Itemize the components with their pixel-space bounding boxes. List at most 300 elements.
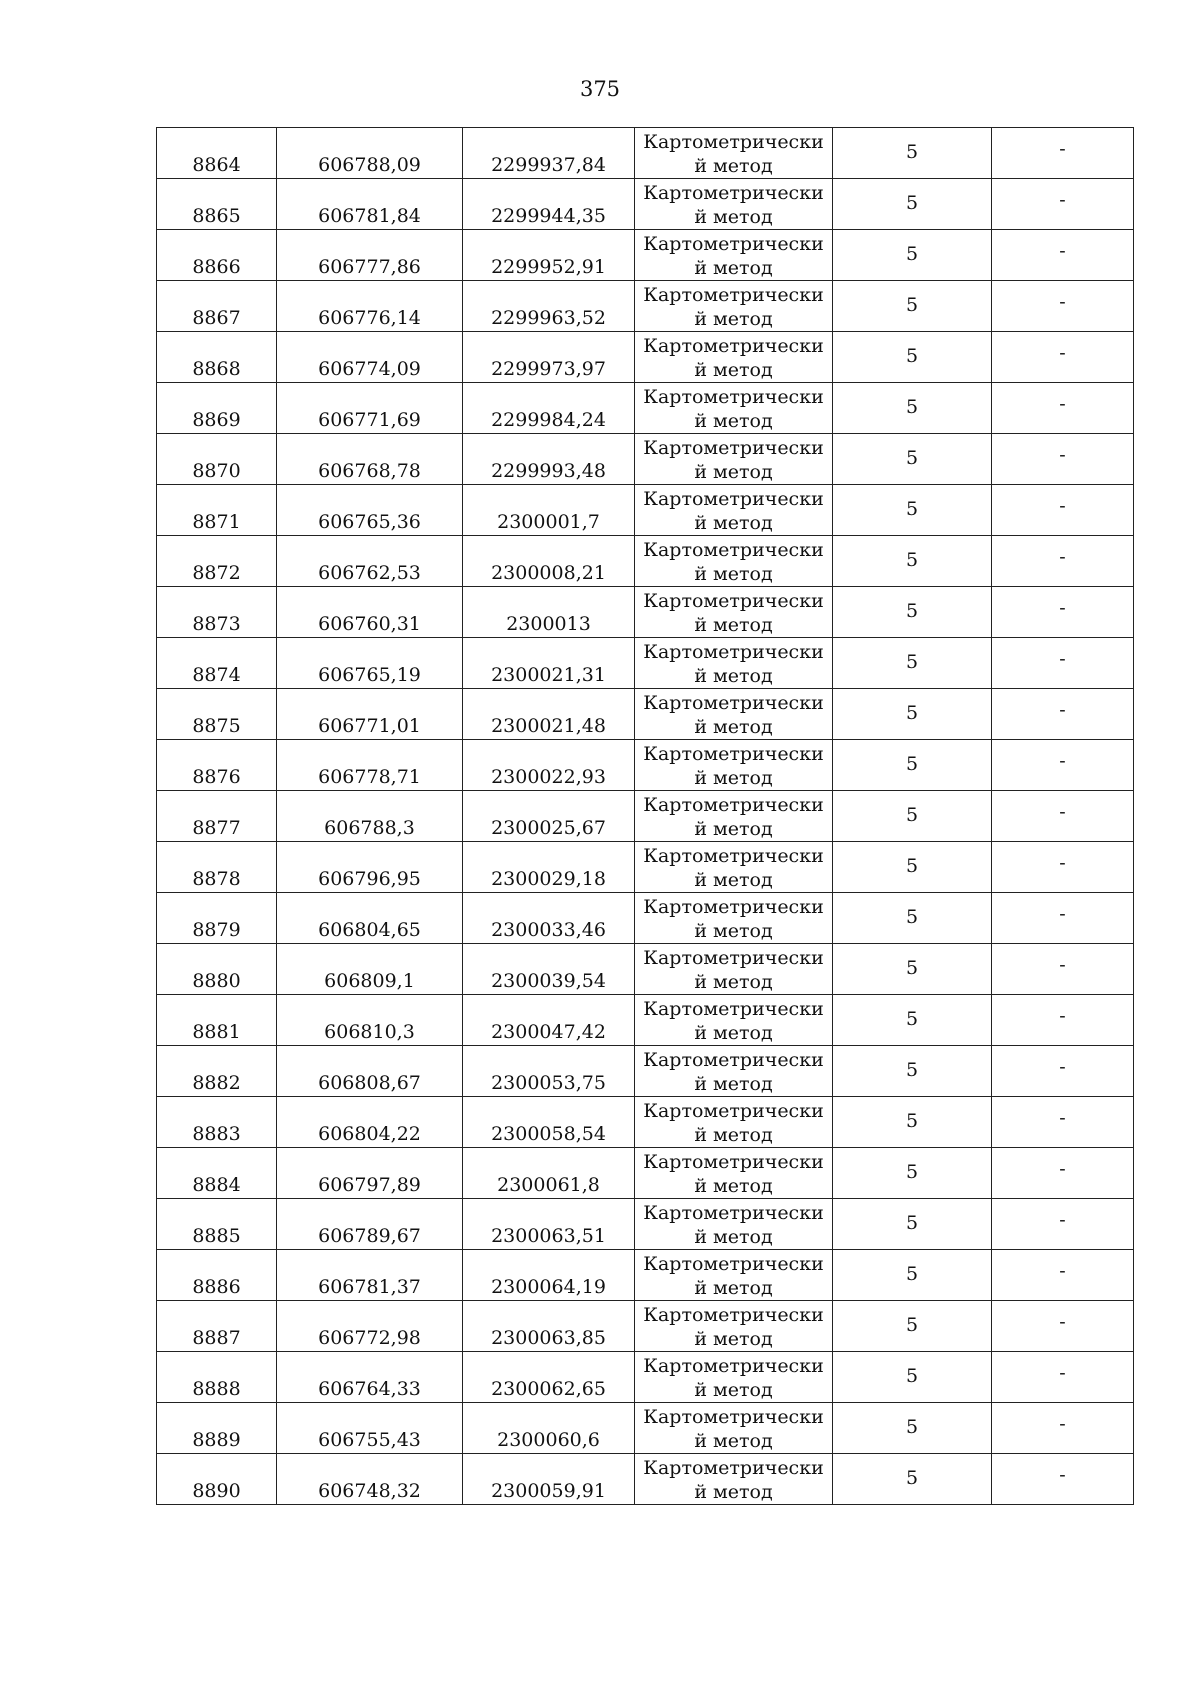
method-line-1: Картометрически bbox=[643, 794, 824, 816]
note-value: - bbox=[1059, 1464, 1066, 1486]
x-coordinate-cell bbox=[277, 1199, 463, 1250]
point-number: 8870 bbox=[192, 460, 241, 482]
method-cell bbox=[635, 485, 833, 536]
y-coordinate-cell bbox=[463, 638, 635, 689]
note-value: - bbox=[1059, 699, 1066, 721]
y-coordinate: 2299952,91 bbox=[491, 256, 606, 278]
method-cell bbox=[635, 791, 833, 842]
point-number: 8880 bbox=[192, 970, 241, 992]
y-coordinate-cell bbox=[463, 791, 635, 842]
accuracy-value: 5 bbox=[905, 345, 919, 367]
page-number: 375 bbox=[579, 77, 621, 101]
note-value: - bbox=[1059, 1311, 1066, 1333]
point-number-cell bbox=[157, 434, 277, 485]
y-coordinate-cell bbox=[463, 1199, 635, 1250]
x-coordinate-cell bbox=[277, 893, 463, 944]
y-coordinate-cell bbox=[463, 128, 635, 179]
point-number: 8881 bbox=[192, 1021, 241, 1043]
method-line-1: Картометрически bbox=[643, 437, 824, 459]
y-coordinate: 2300053,75 bbox=[491, 1072, 606, 1094]
method-text bbox=[635, 742, 832, 790]
method-cell bbox=[635, 128, 833, 179]
method-cell bbox=[635, 1352, 833, 1403]
accuracy-value: 5 bbox=[905, 1314, 919, 1336]
y-coordinate-cell bbox=[463, 485, 635, 536]
accuracy-cell bbox=[833, 689, 992, 740]
note-cell bbox=[992, 740, 1134, 791]
y-coordinate-cell bbox=[463, 689, 635, 740]
method-line-2: й метод bbox=[694, 920, 773, 942]
x-coordinate-cell bbox=[277, 1352, 463, 1403]
y-coordinate-cell bbox=[463, 536, 635, 587]
table-row bbox=[157, 1250, 1134, 1301]
accuracy-value: 5 bbox=[905, 906, 919, 928]
table-row bbox=[157, 893, 1134, 944]
method-line-2: й метод bbox=[694, 257, 773, 279]
point-number-cell bbox=[157, 893, 277, 944]
point-number: 8890 bbox=[192, 1480, 241, 1502]
method-text bbox=[635, 640, 832, 688]
x-coordinate-cell bbox=[277, 944, 463, 995]
accuracy-value: 5 bbox=[905, 600, 919, 622]
accuracy-cell bbox=[833, 1301, 992, 1352]
method-cell bbox=[635, 689, 833, 740]
method-line-1: Картометрически bbox=[643, 1406, 824, 1428]
point-number: 8875 bbox=[192, 715, 241, 737]
note-cell bbox=[992, 1250, 1134, 1301]
point-number-cell bbox=[157, 1148, 277, 1199]
note-cell bbox=[992, 995, 1134, 1046]
method-line-1: Картометрически bbox=[643, 1049, 824, 1071]
table-row bbox=[157, 434, 1134, 485]
y-coordinate: 2299984,24 bbox=[491, 409, 606, 431]
method-line-1: Картометрически bbox=[643, 488, 824, 510]
note-cell bbox=[992, 791, 1134, 842]
table-row bbox=[157, 1199, 1134, 1250]
accuracy-value: 5 bbox=[905, 1263, 919, 1285]
point-number-cell bbox=[157, 485, 277, 536]
point-number-cell bbox=[157, 1250, 277, 1301]
method-line-1: Картометрически bbox=[643, 1151, 824, 1173]
point-number: 8877 bbox=[192, 817, 241, 839]
note-cell bbox=[992, 332, 1134, 383]
y-coordinate-cell bbox=[463, 740, 635, 791]
y-coordinate-cell bbox=[463, 383, 635, 434]
table-row bbox=[157, 230, 1134, 281]
note-cell bbox=[992, 1046, 1134, 1097]
x-coordinate: 606788,3 bbox=[324, 817, 415, 839]
method-line-1: Картометрически bbox=[643, 233, 824, 255]
table-row bbox=[157, 1352, 1134, 1403]
y-coordinate-cell bbox=[463, 1250, 635, 1301]
table-row bbox=[157, 1046, 1134, 1097]
point-number-cell bbox=[157, 995, 277, 1046]
x-coordinate: 606804,22 bbox=[318, 1123, 421, 1145]
method-cell bbox=[635, 587, 833, 638]
point-number: 8888 bbox=[192, 1378, 241, 1400]
method-line-1: Картометрически bbox=[643, 692, 824, 714]
method-line-1: Картометрически bbox=[643, 1202, 824, 1224]
method-line-1: Картометрически bbox=[643, 182, 824, 204]
table-row bbox=[157, 842, 1134, 893]
note-value: - bbox=[1059, 903, 1066, 925]
accuracy-cell bbox=[833, 536, 992, 587]
point-number: 8882 bbox=[192, 1072, 241, 1094]
x-coordinate: 606789,67 bbox=[318, 1225, 421, 1247]
x-coordinate-cell bbox=[277, 1097, 463, 1148]
x-coordinate: 606796,95 bbox=[318, 868, 421, 890]
accuracy-cell bbox=[833, 638, 992, 689]
table-row bbox=[157, 281, 1134, 332]
note-cell bbox=[992, 485, 1134, 536]
note-value: - bbox=[1059, 954, 1066, 976]
note-cell bbox=[992, 1199, 1134, 1250]
accuracy-cell bbox=[833, 281, 992, 332]
method-cell bbox=[635, 179, 833, 230]
y-coordinate-cell bbox=[463, 1148, 635, 1199]
method-cell bbox=[635, 995, 833, 1046]
method-line-2: й метод bbox=[694, 1379, 773, 1401]
point-number-cell bbox=[157, 230, 277, 281]
accuracy-value: 5 bbox=[905, 702, 919, 724]
table-row bbox=[157, 383, 1134, 434]
method-text bbox=[635, 130, 832, 178]
point-number: 8884 bbox=[192, 1174, 241, 1196]
accuracy-cell bbox=[833, 995, 992, 1046]
y-coordinate-cell bbox=[463, 944, 635, 995]
note-cell bbox=[992, 1301, 1134, 1352]
note-cell bbox=[992, 383, 1134, 434]
point-number: 8874 bbox=[192, 664, 241, 686]
accuracy-cell bbox=[833, 128, 992, 179]
accuracy-cell bbox=[833, 230, 992, 281]
x-coordinate: 606781,37 bbox=[318, 1276, 421, 1298]
x-coordinate-cell bbox=[277, 1148, 463, 1199]
method-cell bbox=[635, 1301, 833, 1352]
method-line-2: й метод bbox=[694, 767, 773, 789]
point-number: 8887 bbox=[192, 1327, 241, 1349]
accuracy-cell bbox=[833, 1352, 992, 1403]
method-text bbox=[635, 538, 832, 586]
x-coordinate: 606776,14 bbox=[318, 307, 421, 329]
method-cell bbox=[635, 944, 833, 995]
accuracy-cell bbox=[833, 1097, 992, 1148]
method-text bbox=[635, 1201, 832, 1249]
accuracy-cell bbox=[833, 842, 992, 893]
y-coordinate-cell bbox=[463, 1097, 635, 1148]
x-coordinate-cell bbox=[277, 434, 463, 485]
x-coordinate: 606771,69 bbox=[318, 409, 421, 431]
accuracy-cell bbox=[833, 1148, 992, 1199]
method-line-2: й метод bbox=[694, 359, 773, 381]
y-coordinate: 2300029,18 bbox=[491, 868, 606, 890]
method-line-2: й метод bbox=[694, 1073, 773, 1095]
note-value: - bbox=[1059, 1005, 1066, 1027]
note-value: - bbox=[1059, 546, 1066, 568]
point-number-cell bbox=[157, 689, 277, 740]
method-line-2: й метод bbox=[694, 155, 773, 177]
method-text bbox=[635, 589, 832, 637]
accuracy-cell bbox=[833, 485, 992, 536]
note-value: - bbox=[1059, 138, 1066, 160]
point-number-cell bbox=[157, 1046, 277, 1097]
table-row bbox=[157, 587, 1134, 638]
accuracy-cell bbox=[833, 791, 992, 842]
accuracy-cell bbox=[833, 383, 992, 434]
method-cell bbox=[635, 332, 833, 383]
x-coordinate-cell bbox=[277, 842, 463, 893]
point-number: 8883 bbox=[192, 1123, 241, 1145]
method-line-1: Картометрически bbox=[643, 896, 824, 918]
method-text bbox=[635, 385, 832, 433]
accuracy-cell bbox=[833, 1199, 992, 1250]
method-cell bbox=[635, 1097, 833, 1148]
method-line-2: й метод bbox=[694, 716, 773, 738]
method-line-1: Картометрически bbox=[643, 386, 824, 408]
note-value: - bbox=[1059, 1056, 1066, 1078]
method-cell bbox=[635, 1250, 833, 1301]
method-text bbox=[635, 1354, 832, 1402]
x-coordinate: 606778,71 bbox=[318, 766, 421, 788]
accuracy-cell bbox=[833, 332, 992, 383]
table-row bbox=[157, 740, 1134, 791]
accuracy-value: 5 bbox=[905, 549, 919, 571]
point-number: 8867 bbox=[192, 307, 241, 329]
method-text bbox=[635, 334, 832, 382]
y-coordinate: 2299993,48 bbox=[491, 460, 606, 482]
accuracy-value: 5 bbox=[905, 294, 919, 316]
method-line-1: Картометрически bbox=[643, 335, 824, 357]
point-number: 8871 bbox=[192, 511, 241, 533]
note-cell bbox=[992, 944, 1134, 995]
note-value: - bbox=[1059, 801, 1066, 823]
accuracy-value: 5 bbox=[905, 1416, 919, 1438]
y-coordinate-cell bbox=[463, 1046, 635, 1097]
method-cell bbox=[635, 842, 833, 893]
note-value: - bbox=[1059, 444, 1066, 466]
method-line-2: й метод bbox=[694, 665, 773, 687]
point-number-cell bbox=[157, 1199, 277, 1250]
y-coordinate: 2299973,97 bbox=[491, 358, 606, 380]
y-coordinate-cell bbox=[463, 995, 635, 1046]
note-value: - bbox=[1059, 342, 1066, 364]
x-coordinate-cell bbox=[277, 536, 463, 587]
x-coordinate-cell bbox=[277, 128, 463, 179]
note-value: - bbox=[1059, 291, 1066, 313]
table-row bbox=[157, 689, 1134, 740]
method-cell bbox=[635, 1148, 833, 1199]
accuracy-cell bbox=[833, 1046, 992, 1097]
method-line-1: Картометрически bbox=[643, 743, 824, 765]
accuracy-value: 5 bbox=[905, 1161, 919, 1183]
y-coordinate-cell bbox=[463, 434, 635, 485]
method-text bbox=[635, 232, 832, 280]
point-number-cell bbox=[157, 536, 277, 587]
accuracy-cell bbox=[833, 1454, 992, 1505]
note-cell bbox=[992, 638, 1134, 689]
point-number-cell bbox=[157, 1301, 277, 1352]
method-cell bbox=[635, 1403, 833, 1454]
method-line-1: Картометрически bbox=[643, 641, 824, 663]
accuracy-value: 5 bbox=[905, 804, 919, 826]
method-line-2: й метод bbox=[694, 410, 773, 432]
method-line-1: Картометрически bbox=[643, 998, 824, 1020]
method-text bbox=[635, 793, 832, 841]
accuracy-cell bbox=[833, 893, 992, 944]
method-line-2: й метод bbox=[694, 971, 773, 993]
method-text bbox=[635, 1150, 832, 1198]
point-number-cell bbox=[157, 128, 277, 179]
method-cell bbox=[635, 1454, 833, 1505]
note-value: - bbox=[1059, 240, 1066, 262]
x-coordinate-cell bbox=[277, 1301, 463, 1352]
method-text bbox=[635, 997, 832, 1045]
method-line-1: Картометрически bbox=[643, 1304, 824, 1326]
x-coordinate-cell bbox=[277, 587, 463, 638]
x-coordinate-cell bbox=[277, 332, 463, 383]
note-cell bbox=[992, 281, 1134, 332]
coordinates-table bbox=[156, 127, 1134, 1505]
accuracy-value: 5 bbox=[905, 192, 919, 214]
x-coordinate-cell bbox=[277, 740, 463, 791]
method-line-2: й метод bbox=[694, 818, 773, 840]
note-cell bbox=[992, 230, 1134, 281]
accuracy-cell bbox=[833, 1250, 992, 1301]
point-number: 8885 bbox=[192, 1225, 241, 1247]
point-number: 8865 bbox=[192, 205, 241, 227]
note-cell bbox=[992, 1148, 1134, 1199]
method-text bbox=[635, 1252, 832, 1300]
method-line-2: й метод bbox=[694, 1328, 773, 1350]
point-number-cell bbox=[157, 638, 277, 689]
point-number-cell bbox=[157, 740, 277, 791]
note-cell bbox=[992, 1097, 1134, 1148]
y-coordinate: 2300013 bbox=[506, 613, 591, 635]
method-line-1: Картометрически bbox=[643, 1100, 824, 1122]
table-row bbox=[157, 1454, 1134, 1505]
x-coordinate: 606748,32 bbox=[318, 1480, 421, 1502]
method-line-2: й метод bbox=[694, 563, 773, 585]
y-coordinate-cell bbox=[463, 1352, 635, 1403]
note-value: - bbox=[1059, 1362, 1066, 1384]
method-text bbox=[635, 283, 832, 331]
y-coordinate: 2300001,7 bbox=[497, 511, 600, 533]
x-coordinate-cell bbox=[277, 281, 463, 332]
method-cell bbox=[635, 1046, 833, 1097]
point-number: 8872 bbox=[192, 562, 241, 584]
x-coordinate: 606764,33 bbox=[318, 1378, 421, 1400]
y-coordinate: 2300059,91 bbox=[491, 1480, 606, 1502]
y-coordinate-cell bbox=[463, 893, 635, 944]
method-cell bbox=[635, 281, 833, 332]
accuracy-value: 5 bbox=[905, 1059, 919, 1081]
point-number: 8869 bbox=[192, 409, 241, 431]
x-coordinate: 606765,36 bbox=[318, 511, 421, 533]
y-coordinate-cell bbox=[463, 1403, 635, 1454]
point-number-cell bbox=[157, 1352, 277, 1403]
table-row bbox=[157, 179, 1134, 230]
y-coordinate: 2300022,93 bbox=[491, 766, 606, 788]
point-number: 8866 bbox=[192, 256, 241, 278]
method-line-2: й метод bbox=[694, 1124, 773, 1146]
x-coordinate: 606774,09 bbox=[318, 358, 421, 380]
x-coordinate: 606788,09 bbox=[318, 154, 421, 176]
x-coordinate-cell bbox=[277, 1403, 463, 1454]
accuracy-value: 5 bbox=[905, 855, 919, 877]
note-value: - bbox=[1059, 1107, 1066, 1129]
y-coordinate: 2300025,67 bbox=[491, 817, 606, 839]
method-line-1: Картометрически bbox=[643, 539, 824, 561]
note-value: - bbox=[1059, 189, 1066, 211]
method-line-1: Картометрически bbox=[643, 1253, 824, 1275]
method-cell bbox=[635, 1199, 833, 1250]
accuracy-value: 5 bbox=[905, 1467, 919, 1489]
x-coordinate: 606771,01 bbox=[318, 715, 421, 737]
method-text bbox=[635, 487, 832, 535]
method-text bbox=[635, 844, 832, 892]
method-line-1: Картометрически bbox=[643, 284, 824, 306]
method-text bbox=[635, 895, 832, 943]
x-coordinate-cell bbox=[277, 1250, 463, 1301]
x-coordinate-cell bbox=[277, 230, 463, 281]
method-line-2: й метод bbox=[694, 614, 773, 636]
accuracy-value: 5 bbox=[905, 753, 919, 775]
x-coordinate: 606781,84 bbox=[318, 205, 421, 227]
note-value: - bbox=[1059, 1158, 1066, 1180]
y-coordinate: 2299937,84 bbox=[491, 154, 606, 176]
point-number-cell bbox=[157, 332, 277, 383]
x-coordinate-cell bbox=[277, 791, 463, 842]
x-coordinate-cell bbox=[277, 383, 463, 434]
method-text bbox=[635, 1456, 832, 1504]
table-row bbox=[157, 791, 1134, 842]
method-cell bbox=[635, 740, 833, 791]
point-number-cell bbox=[157, 587, 277, 638]
method-line-2: й метод bbox=[694, 461, 773, 483]
y-coordinate-cell bbox=[463, 179, 635, 230]
table-row bbox=[157, 1097, 1134, 1148]
x-coordinate-cell bbox=[277, 1046, 463, 1097]
note-cell bbox=[992, 587, 1134, 638]
method-line-1: Картометрически bbox=[643, 845, 824, 867]
method-cell bbox=[635, 536, 833, 587]
note-value: - bbox=[1059, 1209, 1066, 1231]
y-coordinate: 2300061,8 bbox=[497, 1174, 600, 1196]
y-coordinate: 2300058,54 bbox=[491, 1123, 606, 1145]
method-line-2: й метод bbox=[694, 512, 773, 534]
note-cell bbox=[992, 536, 1134, 587]
method-cell bbox=[635, 893, 833, 944]
y-coordinate: 2300039,54 bbox=[491, 970, 606, 992]
note-cell bbox=[992, 1403, 1134, 1454]
point-number: 8889 bbox=[192, 1429, 241, 1451]
y-coordinate: 2300063,51 bbox=[491, 1225, 606, 1247]
point-number-cell bbox=[157, 1403, 277, 1454]
point-number-cell bbox=[157, 791, 277, 842]
x-coordinate-cell bbox=[277, 638, 463, 689]
note-cell bbox=[992, 128, 1134, 179]
accuracy-value: 5 bbox=[905, 243, 919, 265]
point-number: 8864 bbox=[192, 154, 241, 176]
method-cell bbox=[635, 230, 833, 281]
method-line-1: Картометрически bbox=[643, 590, 824, 612]
note-value: - bbox=[1059, 393, 1066, 415]
method-cell bbox=[635, 434, 833, 485]
accuracy-value: 5 bbox=[905, 141, 919, 163]
accuracy-value: 5 bbox=[905, 447, 919, 469]
point-number: 8886 bbox=[192, 1276, 241, 1298]
y-coordinate-cell bbox=[463, 1301, 635, 1352]
